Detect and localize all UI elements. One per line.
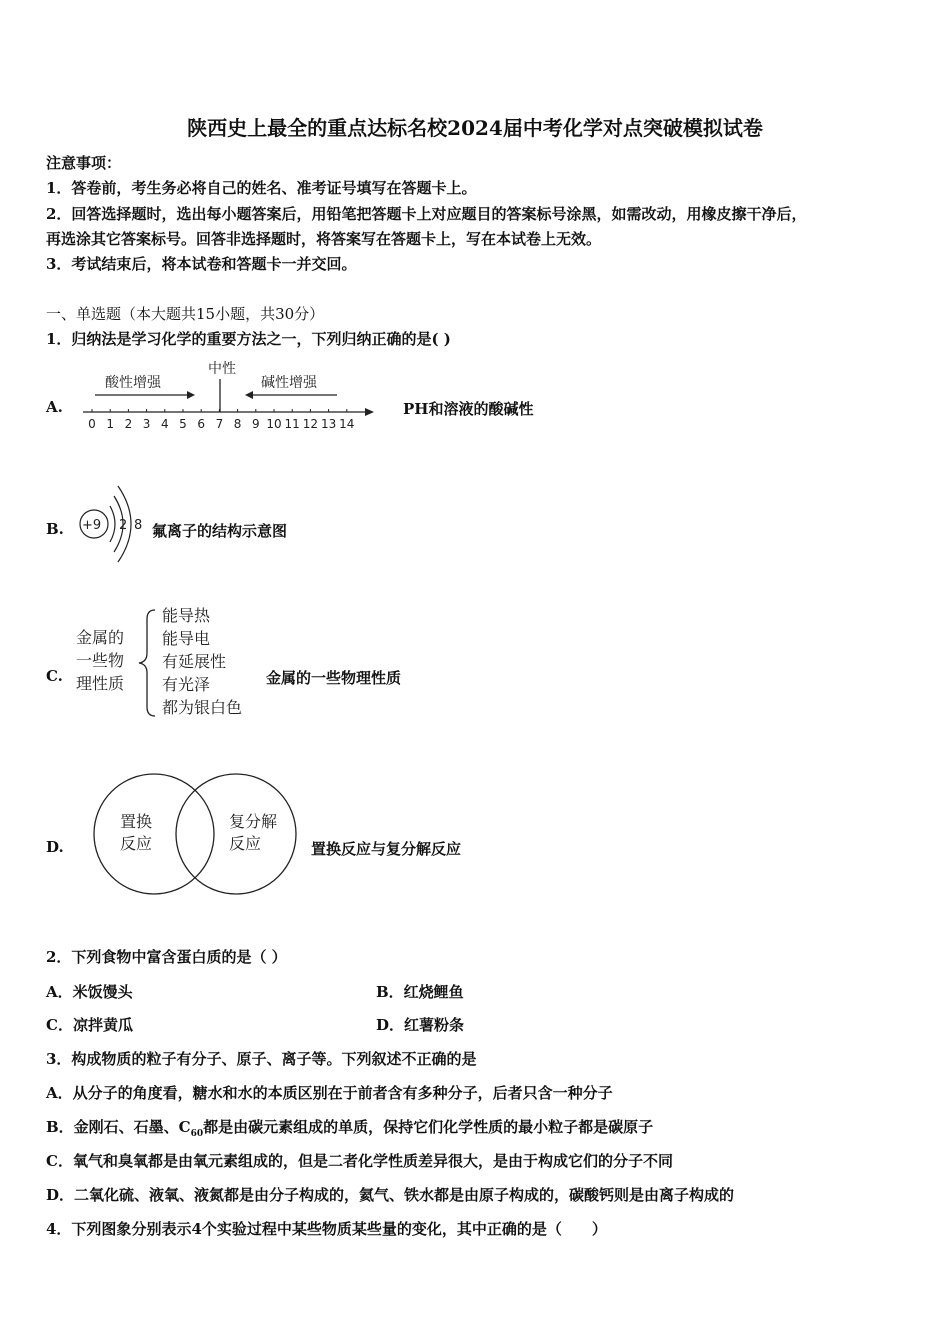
q3-option-b-sub: 60 xyxy=(190,1129,204,1139)
notice-heading: 注意事项： xyxy=(46,154,122,172)
q1-option-a-letter: A. xyxy=(46,398,63,416)
ph-scale-diagram xyxy=(75,355,385,435)
q2-option-d: D．红薯粉条 xyxy=(376,1016,465,1034)
ph-tick-label: 6 xyxy=(197,417,206,431)
left-circle-line: 置换 xyxy=(120,812,153,831)
q3-option-a: A．从分子的角度看，糖水和水的本质区别在于前者含有多种分子，后者只含一种分子 xyxy=(46,1084,613,1102)
q1-option-d-letter: D. xyxy=(46,838,64,856)
section-heading: 一、单选题（本大题共15小题，共30分） xyxy=(46,305,325,323)
metal-properties-label xyxy=(76,626,124,695)
axis-arrow-icon xyxy=(365,408,374,416)
metal-properties-list xyxy=(162,604,242,719)
q2-option-c: C．凉拌黄瓜 xyxy=(46,1016,133,1034)
ph-tick-label: 1 xyxy=(106,417,115,431)
ph-tick-label: 2 xyxy=(124,417,133,431)
q2-option-a: A．米饭馒头 xyxy=(46,983,133,1001)
q2-option-b: B．红烧鲤鱼 xyxy=(376,983,464,1001)
shell-1-count: 2 xyxy=(119,518,128,533)
base-label: 碱性增强 xyxy=(261,375,317,391)
ph-tick-label: 7 xyxy=(215,417,224,431)
q1-option-b-caption: 氟离子的结构示意图 xyxy=(152,522,288,540)
electron-shell-1 xyxy=(110,506,115,542)
q3-option-c: C．氧气和臭氧都是由氧元素组成的，但是二者化学性质差异很大，是由于构成它们的分子不同 xyxy=(46,1152,673,1170)
q3-option-b xyxy=(46,1116,653,1139)
base-arrow-icon xyxy=(245,391,253,399)
right-circle-line: 反应 xyxy=(229,834,262,853)
q1-option-d-caption: 置换反应与复分解反应 xyxy=(311,840,462,858)
replacement-circle xyxy=(94,774,214,894)
q1-option-c-letter: C. xyxy=(46,667,63,685)
question-3-stem: 3．构成物质的粒子有分子、原子、离子等。下列叙述不正确的是 xyxy=(46,1050,477,1068)
left-circle-line: 反应 xyxy=(120,834,153,853)
q3-option-d: D．二氧化硫、液氧、液氮都是由分子构成的，氦气、铁水都是由原子构成的，碳酸钙则是由离子构成的 xyxy=(46,1186,735,1204)
acid-arrow-icon xyxy=(187,391,195,399)
notice-item: 1．答卷前，考生务必将自己的姓名、准考证号填写在答题卡上。 xyxy=(46,179,477,197)
metal-property: 都为银白色 xyxy=(162,698,243,717)
ph-tick-label: 3 xyxy=(142,417,151,431)
metal-property: 有光泽 xyxy=(162,675,211,694)
q1-option-c-caption: 金属的一些物理性质 xyxy=(266,669,402,687)
notice-item: 2．回答选择题时，选出每小题答案后，用铅笔把答题卡上对应题目的答案标号涂黑，如需改动，用橡皮擦干净后， xyxy=(46,205,807,223)
ph-tick-label: 10 xyxy=(266,417,282,431)
metal-property: 有延展性 xyxy=(162,652,227,671)
ph-tick-label: 9 xyxy=(251,417,260,431)
metal-label-line: 金属的 xyxy=(76,628,125,647)
question-1-stem: 1．归纳法是学习化学的重要方法之一，下列归纳正确的是( ) xyxy=(46,330,451,348)
shell-2-count: 8 xyxy=(134,518,143,533)
metal-property: 能导电 xyxy=(162,629,211,648)
ph-tick-label: 14 xyxy=(339,417,355,431)
venn-diagram xyxy=(86,772,306,896)
nucleus-charge: +9 xyxy=(82,518,102,533)
notice-item: 再选涂其它答案标号。回答非选择题时，将答案写在答题卡上，写在本试卷上无效。 xyxy=(46,230,602,248)
metal-property: 能导热 xyxy=(162,606,211,625)
ph-tick-label: 5 xyxy=(179,417,187,431)
page-title: 陕西史上最全的重点达标名校2024届中考化学对点突破模拟试卷 xyxy=(187,116,763,140)
right-circle-line: 复分解 xyxy=(229,812,278,831)
ph-tick-label: 0 xyxy=(88,417,96,431)
ph-tick-label: 4 xyxy=(160,417,169,431)
ph-tick-label: 13 xyxy=(320,417,337,431)
ph-tick-label: 12 xyxy=(302,417,319,431)
q3-option-b-post: 都是由碳元素组成的单质，保持它们化学性质的最小粒子都是碳原子 xyxy=(203,1118,654,1136)
question-4-stem: 4．下列图象分别表示4个实验过程中某些物质某些量的变化，其中正确的是（ ） xyxy=(46,1220,607,1238)
q3-option-b-pre: B．金刚石、石墨、C xyxy=(46,1118,191,1136)
ph-tick-label: 11 xyxy=(284,417,300,431)
q1-option-a-caption: PH和溶液的酸碱性 xyxy=(403,400,534,418)
question-2-stem: 2．下列食物中富含蛋白质的是（ ） xyxy=(46,948,287,966)
notice-item: 3．考试结束后，将本试卷和答题卡一并交回。 xyxy=(46,255,357,273)
brace-icon xyxy=(135,607,159,719)
metal-label-line: 一些物 xyxy=(76,651,125,670)
acid-label: 酸性增强 xyxy=(105,375,161,391)
q1-option-b-letter: B. xyxy=(46,520,64,538)
fluoride-ion-diagram xyxy=(74,478,154,566)
ph-tick-label: 8 xyxy=(233,417,242,431)
metal-label-line: 理性质 xyxy=(76,674,125,693)
neutral-label: 中性 xyxy=(208,361,236,377)
